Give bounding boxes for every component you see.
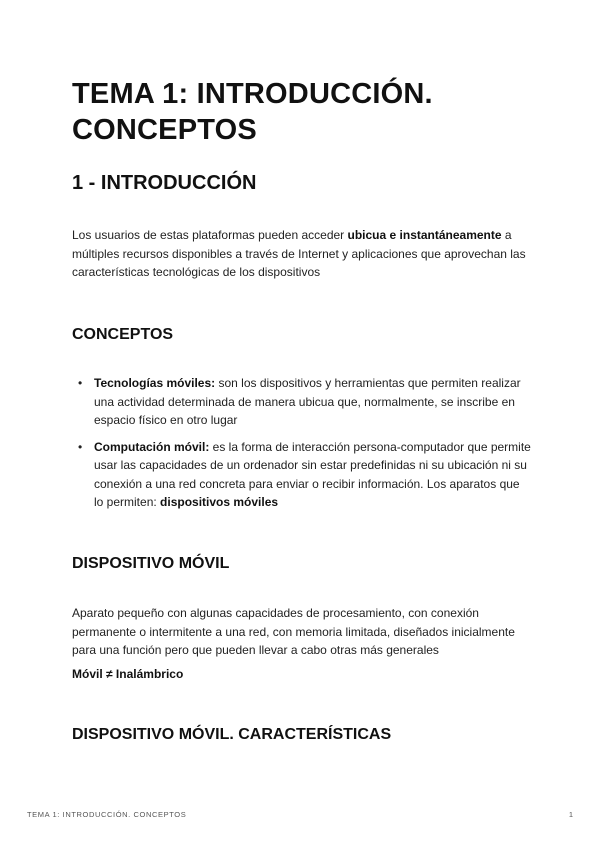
bullet-icon: • [78,439,83,454]
list-item [72,374,532,430]
intro-text-bold: ubicua e instantáneamente [347,228,502,242]
conceptos-list [72,374,532,520]
intro-text-after: a múltiples recursos disponibles a través de Internet y aplicaciones que aprovechan las características tecnológicas de los dispositivos [72,228,526,279]
document-title: TEMA 1: INTRODUCCIÓN. CONCEPTOS [72,78,433,146]
section-heading-conceptos: CONCEPTOS [72,326,174,343]
dispositivo-paragraph: Aparato pequeño con algunas capacidades de procesamiento, con conexión permanente o intermitente a una red, con memoria limitada, diseñados inicialmente para una función pero que pueden llevar a cabo otras más generales [72,606,515,657]
page-number: 1 [568,810,573,819]
concept-text: son los dispositivos y herramientas que permiten realizar una actividad determinada de manera ubicua que, normalmente, se inscribe en espacio físico en otro lugar [94,376,521,427]
concept-text: es la forma de interacción persona-computador que permite usar las capacidades de un ordenador sin estar predefinidas ni su ubicación ni su conexión a una red concreta para enviar o recibir información. Los aparatos que lo permiten: [94,439,531,509]
dispositivo-note-text: Móvil ≠ Inalámbrico [72,667,184,681]
dispositivo-note [72,665,532,684]
section-heading-introduccion: 1 - INTRODUCCIÓN [72,172,257,194]
footer-title: TEMA 1: INTRODUCCIÓN. CONCEPTOS [27,810,187,819]
list-item [72,438,532,512]
intro-text-before: Los usuarios de estas plataformas pueden acceder [72,228,348,242]
bullet-icon: • [78,376,83,390]
concept-bold-end: dispositivos móviles [160,495,279,509]
concept-term: Tecnologías móviles: [94,376,216,390]
section-heading-dispositivo-movil: DISPOSITIVO MÓVIL [72,555,230,572]
section-heading-caracteristicas: DISPOSITIVO MÓVIL. CARACTERÍSTICAS [72,726,392,743]
intro-paragraph [72,226,532,282]
concept-term: Computación móvil: [94,439,210,454]
